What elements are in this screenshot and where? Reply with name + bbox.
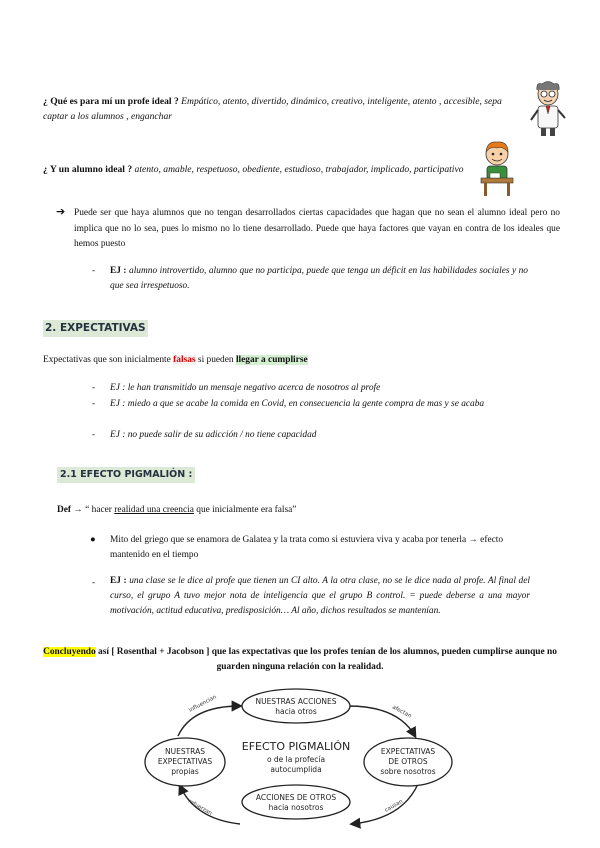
label-influencian: influencian: [188, 694, 218, 714]
dash-bullet: -: [92, 266, 96, 276]
def-label: Def: [57, 505, 72, 515]
conclusion-rest: así [ Rosenthal + Jacobson ] que las expectativas que los profes tenían de los alumnos, pueden cumplirse aunque no guarden ninguna relación con la realidad.: [98, 647, 557, 672]
conclusion-highlight: Concluyendo: [43, 647, 96, 657]
right-line1: EXPECTATIVAS: [380, 747, 436, 756]
left-line2: EXPECTATIVAS: [157, 757, 213, 766]
label-afectan: afectan: [391, 704, 413, 720]
list-item: EJ : miedo a que se acabe la comida en Covid, en consecuencia la gente compra de mas y se acaba: [110, 399, 485, 409]
expectativas-intro: [43, 353, 543, 368]
teacher-illustration: [528, 80, 568, 138]
dash-bullet: -: [92, 399, 96, 409]
def-arrow: →: [73, 505, 83, 515]
pigmalion-diagram: [140, 684, 460, 844]
bottom-line1: ACCIONES DE OTROS: [255, 793, 337, 802]
arrow-bullet-icon: ➔: [56, 205, 66, 218]
bottom-line2: hacia nosotros: [268, 803, 324, 812]
list-item: EJ : no puede salir de su adicción / no tiene capacidad: [110, 430, 317, 440]
q1-paragraph: [43, 94, 523, 124]
top-line1: NUESTRAS ACCIONES: [255, 697, 337, 706]
intro-cumplirse: llegar a cumplirse: [235, 355, 308, 365]
heading-efecto-pigmalion: 2.1 EFECTO PIGMALIÓN :: [57, 467, 195, 483]
q2-paragraph: [43, 162, 483, 177]
ej1-label: EJ :: [110, 266, 127, 276]
def-underlined: realidad una creencia: [114, 505, 194, 515]
label-refuerzan: refuerzan: [187, 798, 213, 817]
center-title: EFECTO PIGMALIÓN: [241, 740, 351, 753]
myth-paragraph: Mito del griego que se enamora de Galatea y la trata como si estuviera viva y acaba por tenerla → efecto mantenido en el tiempo: [110, 535, 504, 560]
intro-mid: si pueden: [197, 355, 234, 365]
left-line1: NUESTRAS: [165, 747, 205, 756]
q2-answer: atento, amable, respetuoso, obediente, estudioso, trabajador, implicado, participativo: [134, 164, 464, 175]
ej1-paragraph: [110, 264, 528, 294]
oval-bottom: [242, 785, 350, 819]
ej2-text: una clase se le dice al profe que tienen un CI alto. A la otra clase, no se le dice nada al profe. Al final del curso, el grupo A tuvo mejor nota de inteligencia que el grupo B control. = puede deberse a una mayor motivación, actitud educativa, predisposición… Al año, dichos resultados se mantenían.: [110, 576, 531, 616]
dot-bullet: ●: [90, 535, 96, 545]
definition: [57, 503, 537, 518]
arrow-top-left: [178, 706, 240, 736]
top-line2: hacia otros: [275, 707, 317, 716]
arrow-bottom-left: [180, 786, 240, 824]
center-sub2: autocumplida: [270, 765, 322, 774]
oval-top: [242, 689, 350, 723]
ej2-paragraph: [110, 574, 530, 619]
intro-pre: Expectativas que son inicialmente: [43, 355, 171, 365]
conclusion: [43, 645, 557, 675]
def-pre: “ hacer: [85, 505, 112, 515]
ej2-label: EJ :: [110, 576, 127, 586]
right-line2: DE OTROS: [388, 757, 428, 766]
dash-bullet: -: [92, 383, 96, 393]
right-line3: sobre nosotros: [380, 767, 436, 776]
dash-bullet: -: [92, 578, 96, 588]
ej1-text: alumno introvertido, alumno que no participa, puede que tenga un déficit en las habilidades sociales y no que sea irrespetuoso.: [110, 266, 528, 291]
arrow-paragraph: Puede ser que haya alumnos que no tengan desarrollados ciertas capacidades que hagan que no sean el alumno ideal pero no implica que no lo sea, pues lo mismo no lo tiene desarrollado. Puede que haya factores que vayan en contra de los ideales que hemos puesto: [74, 208, 560, 249]
dash-bullet: -: [92, 430, 96, 440]
label-causan: causan: [384, 798, 404, 814]
intro-falsas: falsas: [173, 355, 196, 365]
center-sub1: o de la profecía: [266, 755, 326, 764]
q1-answer: Empático, atento, divertido, dinámico, creativo, inteligente, atento , accesible, sepa captar a los alumnos , enganchar: [43, 96, 502, 122]
heading-expectativas: 2. EXPECTATIVAS: [43, 320, 148, 337]
arrow-bottom-right: [352, 784, 418, 824]
list-item: EJ : le han transmitido un mensaje negativo acerca de nosotros al profe: [110, 383, 381, 393]
q1-label: ¿ Qué es para mí un profe ideal ?: [43, 96, 179, 107]
def-post: que inicialmente era falsa”: [196, 505, 297, 515]
left-line3: propias: [171, 767, 199, 776]
q2-label: ¿ Y un alumno ideal ?: [43, 164, 133, 175]
